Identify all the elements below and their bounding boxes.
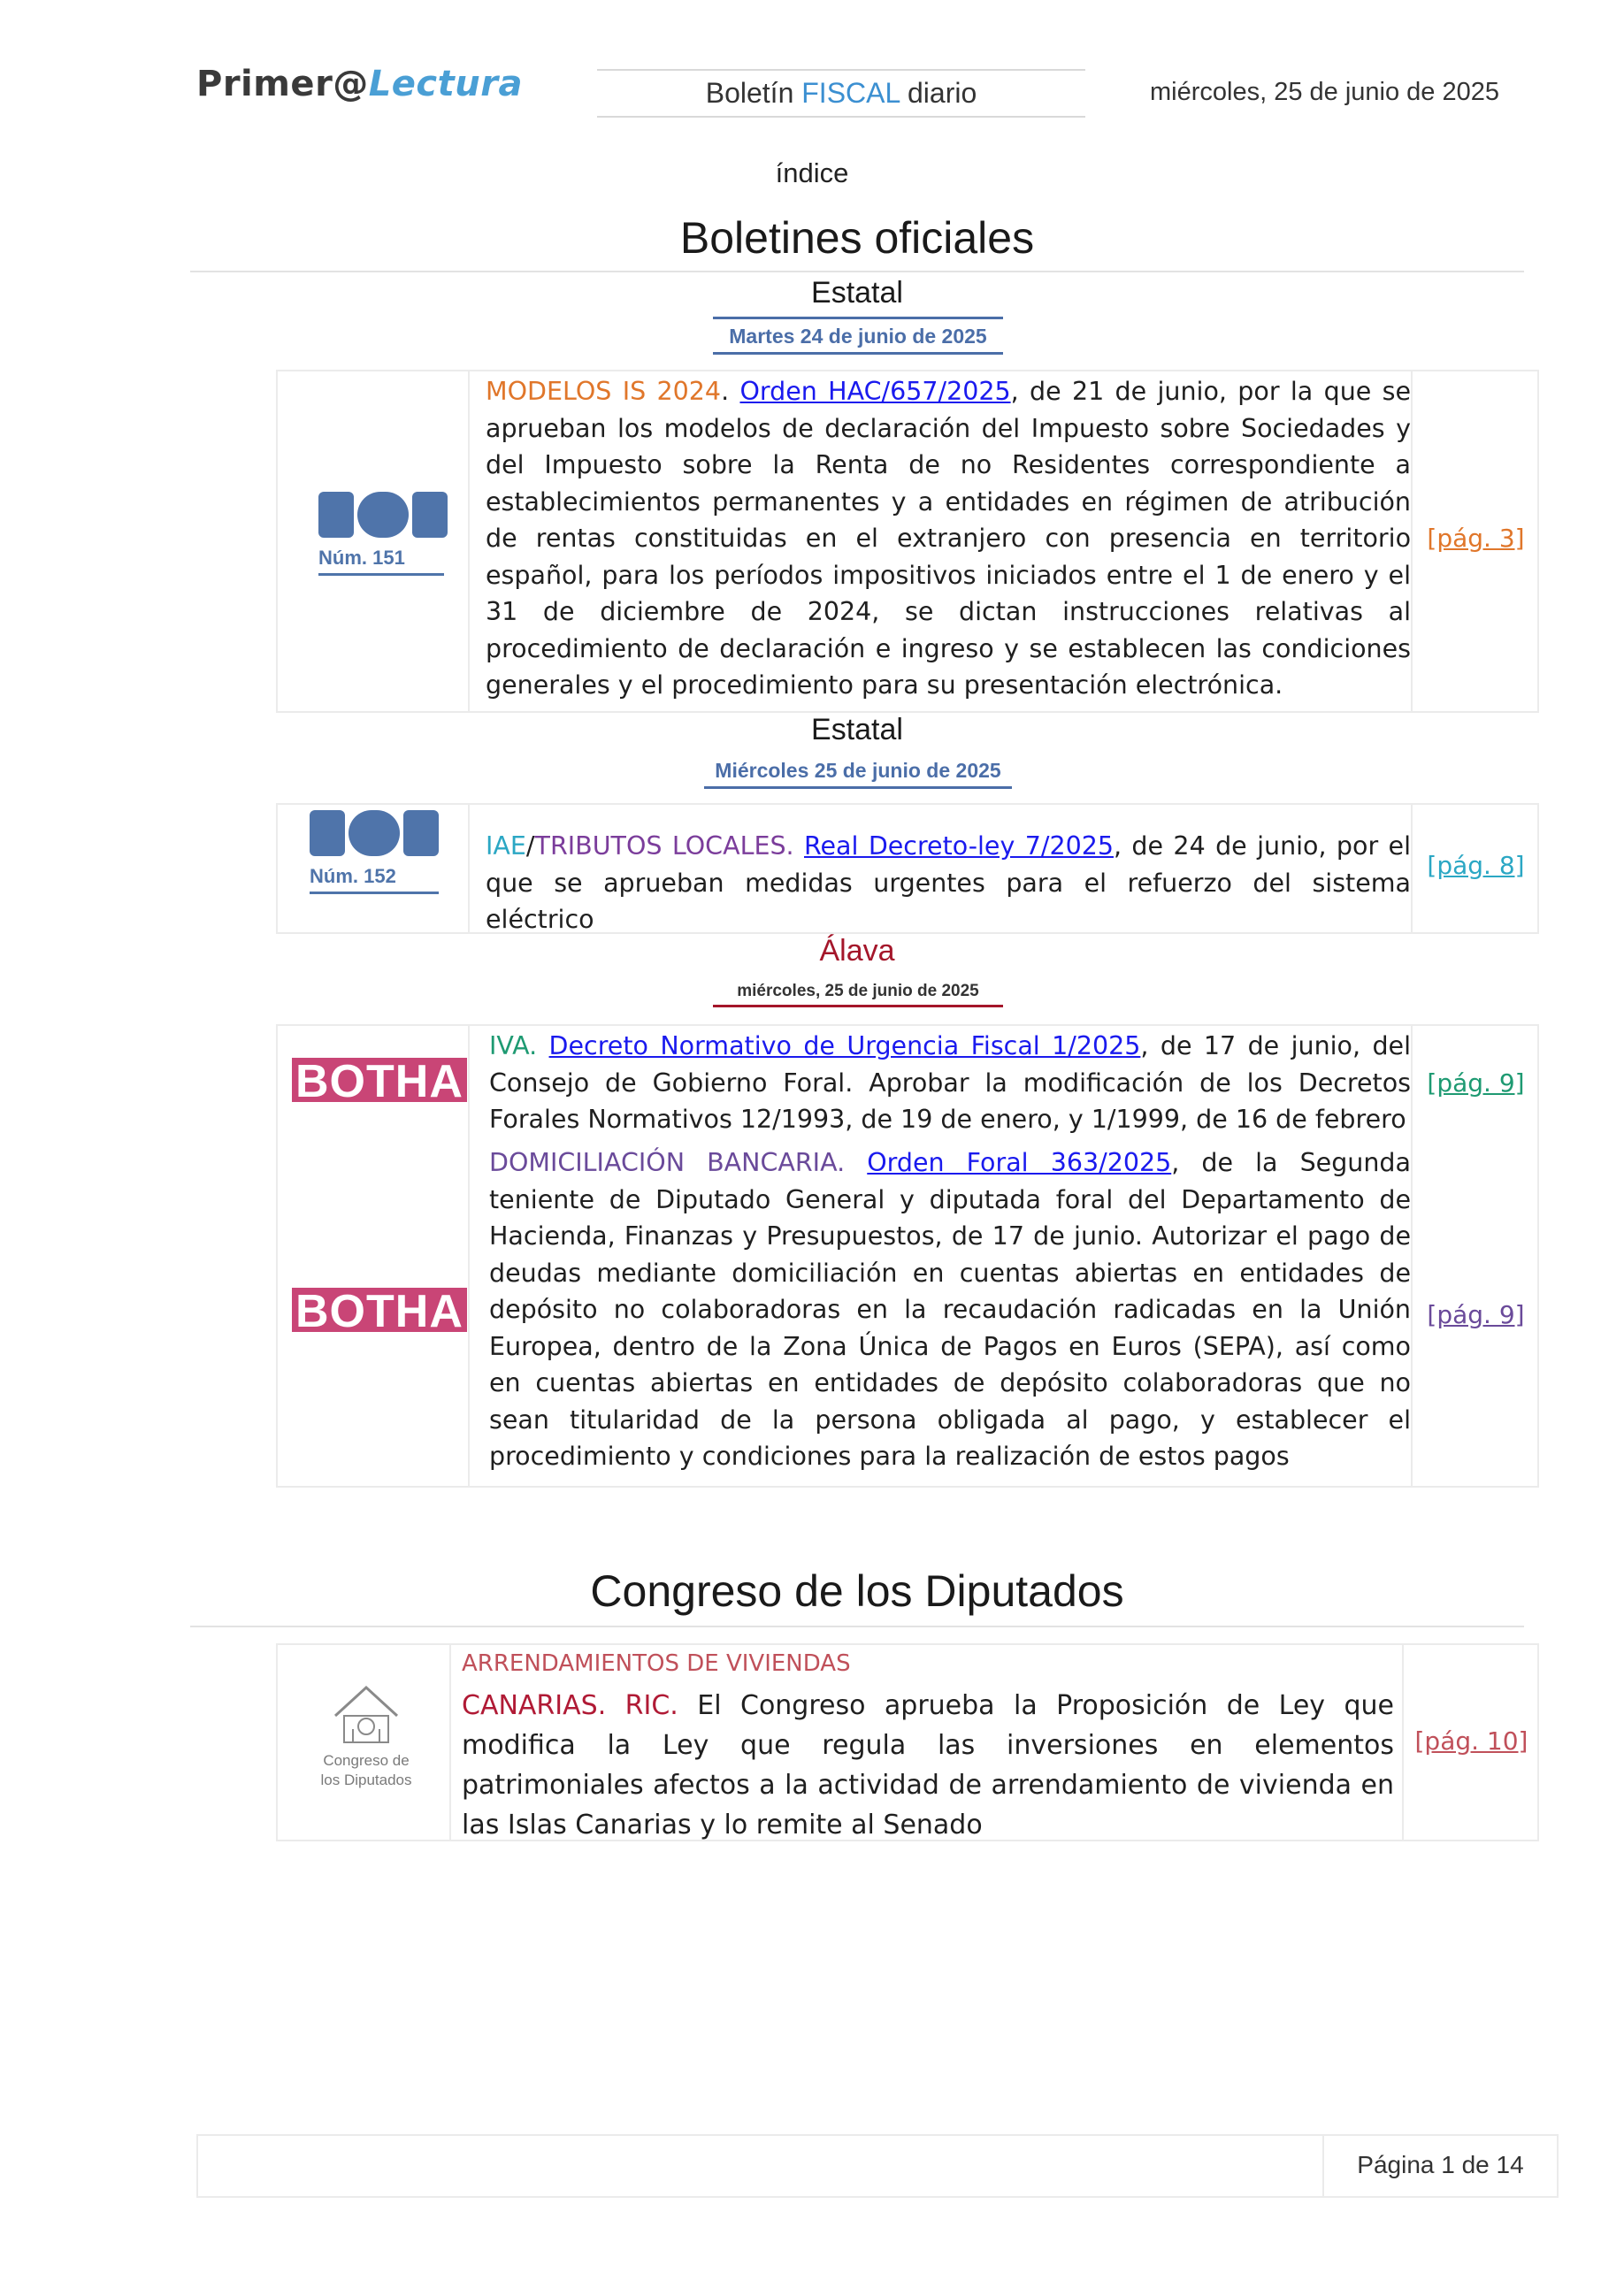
title-post: diario [900,77,977,109]
group-title-estatal-2: Estatal [811,713,903,746]
title-accent: FISCAL [801,77,900,109]
page-number: Página 1 de 14 [1322,2136,1557,2196]
page-link[interactable]: [pág. 10] [1414,1726,1528,1756]
entry-link[interactable]: Decreto Normativo de Urgencia Fiscal 1/2025 [548,1031,1141,1060]
entry-sep [794,831,804,861]
entry-sep: . [721,377,740,406]
boe-mark [310,810,439,856]
logo-part1: Primer@ [196,64,369,104]
entry-logo-cell [278,371,470,711]
entry-logo-cell [278,805,470,932]
group-date-estatal-1: Martes 24 de junio de 2025 [713,317,1003,355]
entry-link[interactable]: Orden HAC/657/2025 [739,377,1011,406]
entry-page-cell [1411,805,1537,932]
boe-logo [310,810,439,894]
page-link-domiciliacion[interactable]: [pág. 9] [1427,1300,1525,1329]
section-title-congreso: Congreso de los Diputados [590,1566,1124,1616]
congreso-logo-line2: los Diputados [320,1772,412,1788]
entry-text-iva [489,1028,1411,1138]
header-date: miércoles, 25 de junio de 2025 [1150,78,1499,106]
page-footer [196,2134,1559,2198]
section-rule [190,271,1524,272]
entry-tag: MODELOS IS 2024 [486,377,722,406]
entry-iae [276,803,1539,934]
entry-body: , de 17 de junio, del Consejo de Gobierno Foral. Aprobar la modificación de los Decretos Forales Normativos 12/1993, de 19 de enero, y 1/1999, de 16 de febrero [489,1031,1412,1134]
entry-text-cell [470,371,1411,711]
entry-body: , de 21 de junio, por la que se aprueban los modelos de declaración del Impuesto sobre Sociedades y del Impuesto sobre la Renta de no Residentes correspondiente a establecimientos permanentes y a entidades en régimen de atribución de rentas constituidas en el extranjero con presencia en territorio español, para los períodos impositivos iniciados entre el 1 de enero y el 31 de diciembre de 2024, se dictan instrucciones relativas al procedimiento de declaración e ingreso y se establecen las condiciones generales y el procedimiento para su presentación electrónica. [486,377,1412,700]
entry-arrendamientos [276,1643,1539,1841]
primera-lectura-logo [196,64,523,104]
logo-part2: Lectura [368,64,523,104]
entry-text [486,828,1411,938]
entry-page-cell [1402,1645,1537,1840]
entry-text-cell [470,1026,1411,1486]
entry-logo-cell [278,1645,451,1840]
entry-text-cell [470,805,1411,932]
entry-alava-table [276,1024,1539,1488]
entry-text-cell [451,1645,1402,1840]
entry-sep [537,1031,548,1060]
boe-logo [318,492,448,576]
congreso-logo [304,1680,428,1790]
entry-tag: IAE [486,831,526,861]
entry-page-cell [1411,1026,1537,1486]
page-link[interactable]: [pág. 3] [1427,524,1525,553]
page-link[interactable]: [pág. 8] [1427,851,1525,880]
group-date-alava: miércoles, 25 de junio de 2025 [713,982,1003,1007]
boe-number: Núm. 151 [318,547,444,576]
section-rule [190,1626,1524,1627]
entry-link[interactable]: Orden Foral 363/2025 [867,1148,1172,1177]
entry-kicker: ARRENDAMIENTOS DE VIVIENDAS [462,1650,851,1677]
bulletin-title [597,69,1085,118]
page-link-iva[interactable]: [pág. 9] [1427,1068,1525,1098]
entry-tag: CANARIAS. RIC. [462,1690,678,1721]
entry-tag: DOMICILIACIÓN BANCARIA. [489,1148,846,1177]
entry-link[interactable]: Real Decreto-ley 7/2025 [804,831,1114,861]
congreso-logo-line1: Congreso de [323,1752,410,1769]
botha-logo: BOTHA [292,1058,467,1102]
boe-number: Núm. 152 [310,865,439,894]
index-label: índice [775,157,849,188]
group-title-alava: Álava [819,934,895,968]
entry-text-domiciliacion [489,1144,1411,1475]
boe-mark [318,492,448,538]
entry-tag-2: TRIBUTOS LOCALES. [534,831,794,861]
entry-tag: IVA. [489,1031,538,1060]
botha-logo: BOTHA [292,1288,467,1332]
group-date-estatal-2: Miércoles 25 de junio de 2025 [704,759,1012,789]
entry-body: El Congreso aprueba la Proposición de Ley que modifica la Ley que regula las inversiones en elementos patrimoniales afectos a la actividad de arrendamiento de vivienda en las Islas Canarias y lo remite al Senado [462,1690,1394,1841]
entry-sep [845,1148,867,1177]
title-pre: Boletín [705,77,802,109]
entry-modelos-is [276,370,1539,713]
entry-page-cell [1411,371,1537,711]
entry-body: , de la Segunda teniente de Diputado General y diputada foral del Departamento de Hacienda, Finanzas y Presupuestos, de 17 de junio. Autorizar el pago de deudas mediante domiciliación en cuentas abiertas en entidades de depósito no colaboradoras en la recaudación radicadas en la Unión Europea, dentro de la Zona Única de Pagos en Euros (SEPA), así como en cuentas abiertas en entidades de depósito colaboradoras que no sean titularidad de la persona obligada al pago, y establecer el procedimiento y condiciones para la realización de estos pagos [489,1148,1411,1471]
congreso-emblem-icon [326,1680,406,1751]
group-title-estatal-1: Estatal [811,276,903,310]
entry-logo-cell [278,1026,470,1486]
entry-text [486,373,1411,704]
entry-body: , de 24 de junio, por el que se aprueban medidas urgentes para el refuerzo del sistema eléctrico [486,831,1412,934]
entry-text [462,1686,1394,1845]
entry-slash: / [525,831,535,861]
section-title-boletines: Boletines oficiales [679,213,1035,263]
